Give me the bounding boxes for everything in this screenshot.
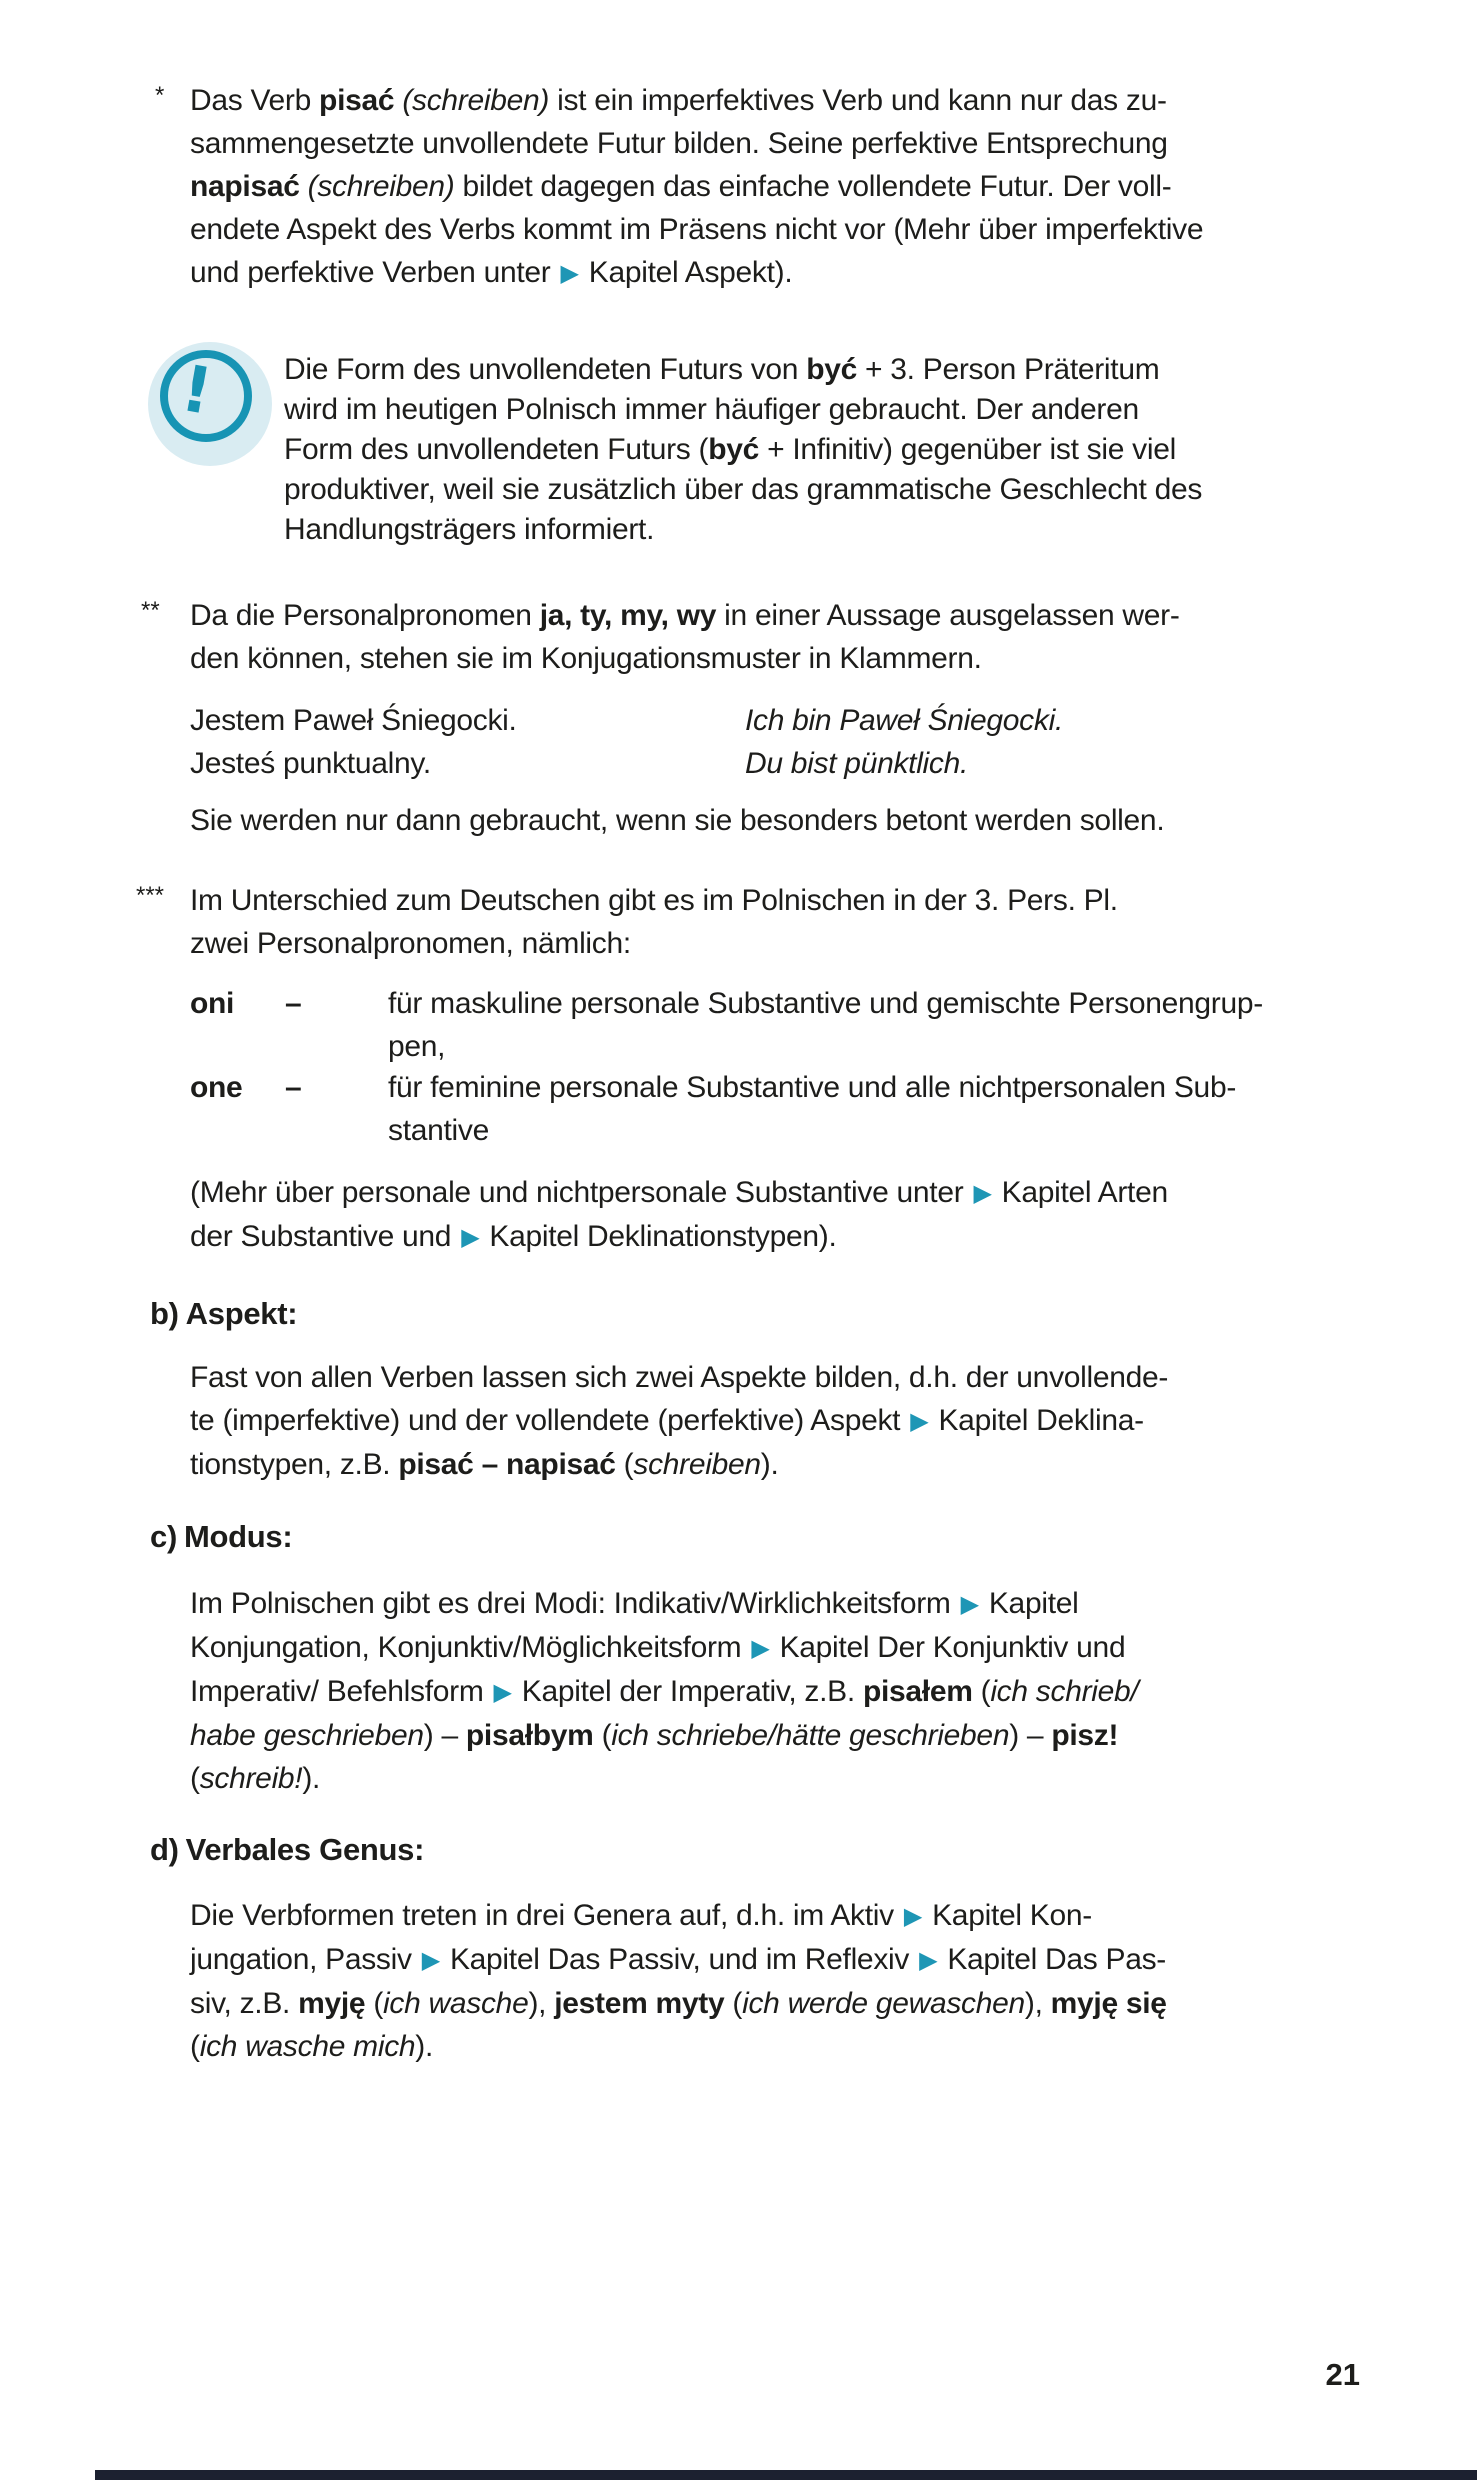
pronoun-definition: für maskuline personale Substantive und gemischte Personengrup- pen,	[388, 987, 1263, 1063]
chapter-arrow-icon: ▶	[903, 1902, 923, 1930]
chapter-arrow-icon: ▶	[973, 1179, 992, 1207]
chapter-arrow-icon: ▶	[493, 1678, 512, 1706]
example-german-line: Du bist pünktlich.	[745, 747, 969, 780]
dash-separator: –	[285, 1071, 302, 1104]
section-letter: b)	[150, 1296, 179, 1331]
chapter-arrow-icon: ▶	[560, 259, 579, 287]
section-title: Modus:	[183, 1519, 293, 1554]
footnote-marker-2: **	[141, 597, 160, 624]
section-title: Aspekt:	[185, 1296, 298, 1331]
dash-separator: –	[285, 987, 302, 1020]
section-heading-modus	[150, 1519, 292, 1555]
section-paragraph-verbales-genus: Die Verbformen treten in drei Genera auf, d.h. im Aktiv ▶ Kapitel Kon- jungation, Passiv ▶ Kapitel Das Passiv, und im Reflexiv ▶ Kapitel Das Pas- siv, z.B. myję (ich wasche), jestem myty (ich werde gewaschen), myję się (ich wasche mich).	[190, 1899, 1167, 2063]
example-german-line: Ich bin Paweł Śniegocki.	[745, 704, 1063, 737]
pronoun-term: oni	[190, 987, 235, 1020]
exclamation-icon	[148, 342, 272, 466]
pronoun-item-oni	[190, 982, 1440, 1068]
footnote-paragraph-3: Im Unterschied zum Deutschen gibt es im Polnischen in der 3. Pers. Pl. zwei Personalpronomen, nämlich:	[190, 884, 1118, 960]
pronoun-definition: für feminine personale Substantive und alle nichtpersonalen Sub- stantive	[388, 1071, 1237, 1147]
footnote-paragraph-1: Das Verb pisać (schreiben) ist ein imperfektives Verb und kann nur das zu- sammengesetzte unvollendete Futur bilden. Seine perfektive Entsprechung napisać (schreiben) bildet dagegen das einfache vollendete Futur. Der voll- endete Aspekt des Verbs kommt im Präsens nicht vor (Mehr über imperfektive und perfektive Verben unter ▶ Kapitel Aspekt).	[190, 84, 1204, 289]
chapter-arrow-icon: ▶	[910, 1407, 929, 1435]
section-heading-aspekt	[150, 1296, 297, 1332]
example-pair	[190, 699, 1390, 785]
footnote-paragraph-2: Da die Personalpronomen ja, ty, my, wy in einer Aussage ausgelassen wer- den können, stehen sie im Konjugationsmuster in Klammern.	[190, 599, 1180, 675]
pronoun-item-one	[190, 1066, 1440, 1152]
section-paragraph-aspekt: Fast von allen Verben lassen sich zwei Aspekte bilden, d.h. der unvollende- te (imperfektive) und der vollendete (perfektive) Aspekt ▶ Kapitel Deklina- tionstypen, z.B. pisać – napisać (schreiben).	[190, 1361, 1169, 1481]
section-heading-verbales-genus	[150, 1832, 424, 1868]
footnote-marker-1: *	[155, 82, 165, 109]
pronoun-term: one	[190, 1071, 243, 1104]
chapter-arrow-icon: ▶	[421, 1946, 440, 1974]
chapter-arrow-icon: ▶	[960, 1590, 979, 1618]
page-number: 21	[1325, 2357, 1360, 2392]
section-title: Verbales Genus:	[185, 1832, 425, 1867]
section-paragraph-modus: Im Polnischen gibt es drei Modi: Indikativ/Wirklichkeitsform ▶ Kapitel Konjungation, Konjunktiv/Möglichkeitsform ▶ Kapitel Der Konjunktiv und Imperativ/ Befehlsform ▶ Kapitel der Imperativ, z.B. pisałem (ich schrieb/ habe geschrieben) – pisałbym (ich schriebe/hätte geschrieben) – pisz! (schreib!).	[190, 1587, 1139, 1795]
note-box-text: Die Form des unvollendeten Futurs von być + 3. Person Präteritum wird im heutigen Polnisch immer häufiger gebraucht. Der anderen Form des unvollendeten Futurs (być + Infinitiv) gegenüber ist sie viel produktiver, weil sie zusätzlich über das grammatische Geschlecht des Handlungsträgers informiert.	[284, 353, 1203, 546]
cross-reference-note: (Mehr über personale und nichtpersonale Substantive unter ▶ Kapitel Arten der Substantive und ▶ Kapitel Deklinationstypen).	[190, 1176, 1168, 1253]
example-german-column	[745, 699, 1063, 785]
footer-rule	[95, 2470, 1477, 2480]
chapter-arrow-icon: ▶	[751, 1634, 770, 1662]
example-polish-line: Jestem Paweł Śniegocki.	[190, 704, 517, 737]
usage-note: Sie werden nur dann gebraucht, wenn sie besonders betont werden sollen.	[190, 804, 1165, 837]
footnote-marker-3: ***	[136, 882, 165, 909]
exclamation-icon-glyph: !	[175, 352, 218, 430]
section-letter: d)	[150, 1832, 179, 1867]
chapter-arrow-icon: ▶	[919, 1946, 938, 1974]
example-polish-line: Jesteś punktualny.	[190, 747, 431, 780]
chapter-arrow-icon: ▶	[461, 1223, 480, 1251]
pronoun-definition-list	[190, 982, 1440, 1152]
section-letter: c)	[150, 1519, 177, 1554]
